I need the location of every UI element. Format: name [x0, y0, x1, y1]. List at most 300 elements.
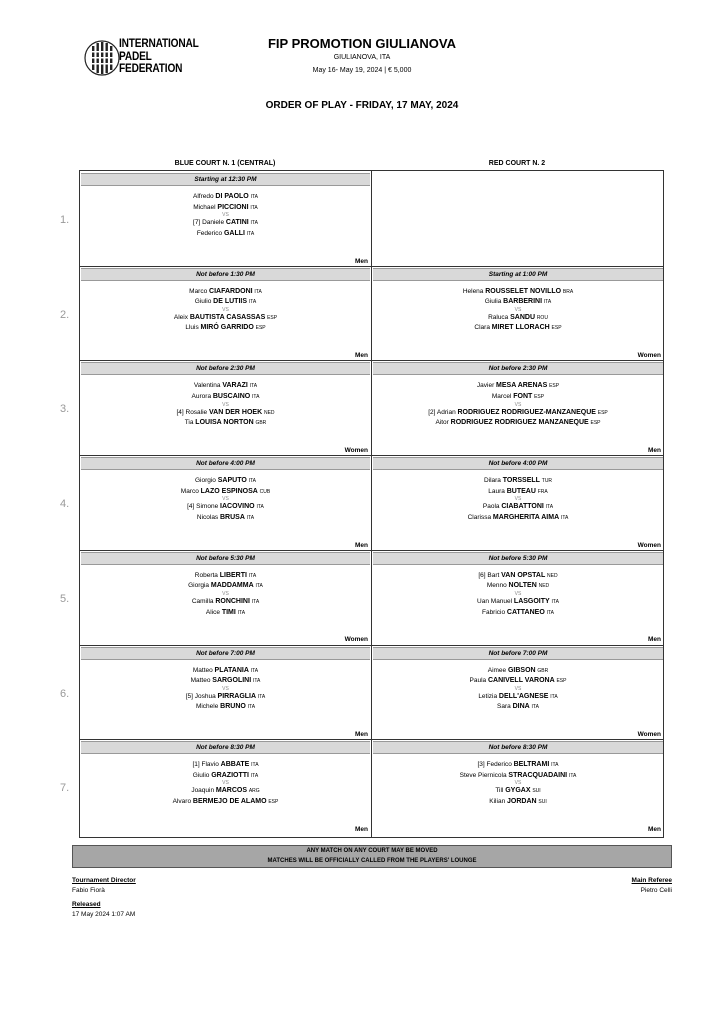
player-line [80, 502, 371, 513]
tournament-title: FIP PROMOTION GIULIANOVA [267, 36, 457, 51]
player-last-name: DELL'AGNESE [498, 692, 549, 700]
player-last-name: VAN OPSTAL [501, 571, 546, 579]
match-category: Men [355, 257, 368, 265]
player-seed: [6] [478, 571, 486, 579]
player-seed: [4] [187, 503, 195, 511]
player-first-name: Rosalie [185, 408, 208, 416]
player-nationality: ITA [248, 478, 257, 485]
match-time: Not before 7:00 PM [373, 647, 663, 660]
player-first-name: Marco [189, 287, 208, 295]
player-last-name: BUSCAINO [212, 392, 251, 400]
match-players [80, 760, 371, 807]
player-last-name: STRACQUADAINI [508, 771, 568, 779]
player-first-name: Federico [486, 761, 512, 769]
match-players [372, 381, 664, 428]
player-nationality: ESP [556, 678, 567, 685]
match-cell-right [372, 645, 664, 740]
player-nationality: ITA [568, 772, 577, 779]
player-last-name: GALLI [223, 229, 245, 237]
player-seed: [2] [428, 408, 436, 416]
match-category: Women [637, 541, 661, 549]
match-category: Men [355, 731, 368, 739]
match-time: Starting at 1:00 PM [373, 268, 663, 281]
player-last-name: PIRRAGLIA [217, 692, 257, 700]
player-nationality: ITA [545, 504, 554, 511]
match-cell-right [372, 171, 664, 266]
player-first-name: Marco [180, 487, 199, 495]
player-nationality: CUB [259, 488, 271, 495]
player-last-name: NOLTEN [508, 582, 537, 590]
player-line [372, 666, 664, 677]
player-first-name: Michael [193, 203, 216, 211]
order-of-play-heading: ORDER OF PLAY - FRIDAY, 17 MAY, 2024 [265, 100, 459, 111]
player-last-name: TIMI [221, 608, 236, 616]
player-line [372, 408, 664, 419]
player-last-name: MIRÓ GARRIDO [200, 324, 254, 332]
player-last-name: GIBSON [507, 666, 536, 674]
player-first-name: Tia [184, 419, 194, 427]
player-last-name: MARCOS [215, 787, 248, 795]
player-last-name: LOUISA NORTON [195, 419, 254, 427]
match-cell-left [80, 739, 371, 834]
vs-label: VS [514, 401, 522, 408]
player-nationality: ITA [551, 598, 559, 605]
player-last-name: PLATANIA [214, 666, 249, 674]
schedule-row [80, 266, 663, 361]
player-first-name: Aleix [173, 313, 188, 321]
player-first-name: Alvaro [172, 797, 192, 805]
match-time: Not before 8:30 PM [81, 741, 370, 754]
notice-banner [72, 845, 672, 868]
player-line [80, 666, 371, 677]
player-line [80, 702, 371, 713]
row-number: 5. [60, 592, 70, 605]
match-category: Men [355, 541, 368, 549]
player-line [80, 229, 371, 240]
player-first-name: Joshua [194, 692, 216, 700]
player-line [372, 313, 664, 324]
player-nationality: ITA [257, 693, 266, 700]
player-first-name: Daniele [202, 219, 225, 227]
player-line [80, 408, 371, 419]
match-time: Not before 7:00 PM [81, 647, 370, 660]
player-first-name: Giorgia [188, 582, 210, 590]
player-line [80, 608, 371, 619]
match-time: Starting at 12:30 PM [81, 173, 370, 186]
player-first-name: Uan Manuel [477, 597, 513, 605]
player-last-name: SANDU [510, 313, 535, 321]
player-nationality: NED [263, 409, 275, 416]
player-line [372, 476, 664, 487]
player-nationality: SUI [538, 798, 547, 805]
player-first-name: Dilara [483, 477, 501, 485]
player-nationality: ESP [255, 325, 266, 332]
player-nationality: ESP [534, 393, 545, 400]
match-time: Not before 5:30 PM [81, 552, 370, 565]
player-seed: [1] [192, 761, 200, 769]
player-nationality: ITA [249, 383, 258, 390]
player-line [80, 797, 371, 808]
player-line [80, 513, 371, 524]
player-first-name: Giulio [194, 298, 212, 306]
player-nationality: ITA [250, 220, 258, 227]
schedule-row [80, 171, 663, 266]
player-first-name: Matteo [190, 677, 211, 685]
row-number: 3. [60, 403, 70, 416]
match-time: Not before 2:30 PM [373, 362, 663, 375]
player-first-name: Till [495, 787, 504, 795]
player-line [80, 192, 371, 203]
player-seed: [3] [477, 761, 485, 769]
schedule-row [80, 360, 663, 455]
player-line [372, 597, 664, 608]
released-value: 17 May 2024 1:07 AM [72, 911, 136, 918]
player-line [80, 381, 371, 392]
tournament-location: GIULIANOVA, ITA [333, 54, 391, 61]
player-line [80, 597, 371, 608]
player-last-name: BELTRAMI [513, 761, 550, 769]
player-first-name: Fabricio [481, 608, 506, 616]
row-number: 7. [60, 782, 70, 795]
player-line [372, 287, 664, 298]
match-cell-right [372, 455, 664, 550]
player-line [372, 608, 664, 619]
player-nationality: ITA [252, 678, 261, 685]
vs-label: VS [222, 685, 229, 692]
player-first-name: Steve Piernicola [459, 771, 507, 779]
player-nationality: ITA [531, 704, 539, 711]
player-line [372, 418, 664, 429]
player-last-name: MESA ARENAS [496, 382, 548, 390]
referee-label: Main Referee [631, 877, 672, 884]
player-first-name: Paola [482, 503, 500, 511]
match-category: Men [648, 825, 661, 833]
player-nationality: ESP [590, 420, 601, 427]
match-cell-right [372, 266, 664, 361]
player-nationality: TUR [541, 478, 553, 485]
match-players [80, 571, 371, 618]
player-last-name: LAZO ESPINOSA [200, 487, 258, 495]
player-seed: [5] [185, 692, 193, 700]
player-first-name: Aitor [435, 419, 449, 427]
row-divider [80, 550, 663, 551]
player-first-name: Bart [487, 571, 500, 579]
player-nationality: ITA [560, 514, 569, 521]
player-last-name: FONT [513, 392, 533, 400]
player-last-name: DINA [512, 703, 530, 711]
match-category: Men [355, 825, 368, 833]
player-last-name: BUTEAU [506, 487, 536, 495]
player-nationality: ITA [254, 288, 262, 295]
player-nationality: ITA [550, 693, 558, 700]
player-first-name: Giulia [484, 298, 502, 306]
player-last-name: MADDAMMA [210, 582, 254, 590]
player-nationality: ITA [250, 204, 258, 211]
row-divider [80, 739, 663, 740]
schedule-row [80, 739, 663, 834]
player-nationality: ESP [597, 409, 608, 416]
player-line [372, 760, 664, 771]
match-time: Not before 4:00 PM [81, 457, 370, 470]
match-category: Men [648, 636, 661, 644]
match-cell-left [80, 360, 371, 455]
player-line [372, 571, 664, 582]
player-nationality: ITA [551, 762, 559, 769]
match-time: Not before 4:00 PM [373, 457, 663, 470]
player-last-name: CATTANEO [506, 608, 545, 616]
court-header-red: RED COURT N. 2 [488, 160, 546, 167]
player-line [80, 692, 371, 703]
row-divider [80, 455, 663, 456]
player-line [80, 476, 371, 487]
player-first-name: Clara [474, 324, 490, 332]
player-nationality: ITA [251, 762, 259, 769]
match-players [80, 192, 371, 239]
player-first-name: Federico [196, 229, 223, 237]
vs-label: VS [514, 685, 522, 692]
player-last-name: LIBERTI [219, 571, 247, 579]
match-cell-left [80, 645, 371, 740]
schedule-grid [79, 170, 664, 838]
player-first-name: Aurora [191, 392, 212, 400]
player-nationality: ITA [546, 609, 555, 616]
released-label: Released [72, 901, 101, 908]
match-category: Men [355, 352, 368, 360]
player-line [80, 571, 371, 582]
player-nationality: SUI [532, 788, 541, 795]
player-last-name: TORSSELL [502, 477, 540, 485]
player-last-name: VARAZI [222, 382, 248, 390]
match-time: Not before 1:30 PM [81, 268, 370, 281]
player-nationality: ITA [543, 299, 552, 306]
player-last-name: BRUNO [220, 703, 246, 711]
player-last-name: LASGOITY [513, 597, 550, 605]
player-first-name: Menno [486, 582, 507, 590]
vs-label: VS [222, 401, 229, 408]
footer-left [72, 876, 136, 920]
player-nationality: ITA [247, 704, 256, 711]
row-number: 1. [60, 214, 70, 226]
match-players [372, 666, 664, 713]
player-last-name: CIABATTONI [501, 503, 544, 511]
match-players [372, 571, 664, 618]
vs-label: VS [222, 780, 229, 787]
player-line [372, 797, 664, 808]
player-first-name: Letizia [478, 692, 498, 700]
player-first-name: Camilla [191, 597, 214, 605]
player-last-name: RODRIGUEZ RODRIGUEZ MANZANEQUE [450, 419, 589, 427]
player-first-name: Joaquin [191, 787, 215, 795]
player-last-name: BAUTISTA CASASSAS [189, 313, 266, 321]
row-number: 6. [60, 687, 70, 700]
player-last-name: ROUSSELET NOVILLO [485, 287, 562, 295]
match-category: Women [344, 447, 368, 455]
player-nationality: ITA [250, 772, 259, 779]
player-nationality: ITA [250, 667, 259, 674]
player-last-name: CIAFARDONI [209, 287, 253, 295]
player-first-name: Lluis [185, 324, 199, 332]
logo-line: PADEL [119, 50, 152, 63]
player-line [80, 218, 371, 229]
player-line [80, 392, 371, 403]
player-last-name: BRUSA [220, 513, 245, 521]
match-cell-left [80, 455, 371, 550]
player-last-name: SAPUTO [217, 477, 247, 485]
player-nationality: ITA [237, 609, 246, 616]
player-first-name: Giorgio [194, 477, 216, 485]
schedule-row [80, 550, 663, 645]
player-last-name: SARGOLINI [212, 677, 252, 685]
player-nationality: ITA [248, 299, 257, 306]
player-line [372, 702, 664, 713]
player-line [80, 313, 371, 324]
player-last-name: RODRIGUEZ RODRIGUEZ-MANZANEQUE [457, 408, 596, 416]
match-players [80, 476, 371, 523]
player-nationality: GBR [255, 420, 267, 427]
player-nationality: ITA [246, 514, 255, 521]
match-players [80, 666, 371, 713]
row-divider [80, 360, 663, 361]
player-last-name: RONCHINI [215, 597, 250, 605]
player-first-name: Nicolas [196, 513, 219, 521]
player-last-name: BERMEJO DE ALAMO [192, 797, 267, 805]
player-line [372, 786, 664, 797]
player-nationality: ESP [268, 798, 279, 805]
player-nationality: ESP [267, 314, 278, 321]
row-number: 2. [60, 308, 70, 321]
player-first-name: Raluca [488, 313, 509, 321]
player-first-name: Giulio [192, 771, 210, 779]
player-last-name: DI PAOLO [215, 193, 249, 200]
player-seed: [4] [176, 408, 184, 416]
player-last-name: BARBERINI [503, 298, 543, 306]
player-first-name: Simone [196, 503, 219, 511]
player-nationality: FRA [537, 488, 548, 495]
player-nationality: ITA [255, 583, 263, 590]
row-divider [80, 645, 663, 646]
director-name: Fabio Fiorà [72, 887, 105, 894]
match-category: Men [648, 447, 661, 455]
player-first-name: Roberta [194, 571, 218, 579]
court-header-blue: BLUE COURT N. 1 (CENTRAL) [174, 160, 276, 167]
logo-line: INTERNATIONAL [119, 38, 199, 50]
player-nationality: ITA [256, 504, 264, 511]
player-line [372, 513, 664, 524]
match-cell-right [372, 360, 664, 455]
player-line [372, 392, 664, 403]
match-cell-right [372, 739, 664, 834]
player-nationality: ESP [551, 325, 562, 332]
match-players [372, 476, 664, 523]
match-category: Women [637, 352, 661, 360]
player-first-name: Marcel [491, 392, 512, 400]
player-last-name: ABBATE [220, 761, 250, 769]
row-divider [80, 266, 663, 267]
player-last-name: IACOVINO [220, 503, 255, 511]
player-last-name: CANIVELL VARONA [487, 677, 555, 685]
player-nationality: ITA [252, 393, 260, 400]
match-time: Not before 2:30 PM [81, 362, 370, 375]
row-number: 4. [60, 498, 70, 511]
player-line [372, 323, 664, 334]
player-last-name: JORDAN [507, 797, 537, 805]
player-line [80, 418, 371, 429]
player-line [80, 287, 371, 298]
footer-right [632, 876, 672, 896]
notice-line: MATCHES WILL BE OFFICIALLY CALLED FROM THE PLAYERS' LOUNGE [267, 857, 477, 864]
match-players [80, 381, 371, 428]
player-first-name: Aimee [487, 666, 507, 674]
vs-label: VS [514, 590, 522, 597]
match-cell-left [80, 266, 371, 361]
match-players [80, 287, 371, 334]
player-nationality: GBR [537, 667, 549, 674]
player-last-name: GYGAX [505, 787, 531, 795]
player-first-name: Helena [462, 287, 484, 295]
player-last-name: VAN DER HOEK [209, 408, 263, 416]
player-first-name: Sara [497, 703, 511, 711]
player-nationality: ITA [248, 572, 257, 579]
player-first-name: Laura [488, 487, 505, 495]
player-first-name: Alice [205, 608, 221, 616]
match-time: Not before 5:30 PM [373, 552, 663, 565]
player-nationality: ITA [246, 230, 255, 237]
match-category: Women [344, 636, 368, 644]
match-time: Not before 8:30 PM [373, 741, 663, 754]
vs-label: VS [222, 306, 229, 313]
player-nationality: ITA [251, 598, 260, 605]
match-cell-right [372, 550, 664, 645]
match-category: Women [637, 731, 661, 739]
player-nationality: ESP [549, 383, 560, 390]
player-first-name: Kilian [489, 797, 506, 805]
player-nationality: NED [538, 583, 550, 590]
player-first-name: Javier [476, 382, 495, 390]
player-last-name: MARGHERITA AIMA [492, 513, 560, 521]
vs-label: VS [222, 590, 229, 597]
player-line [80, 760, 371, 771]
player-first-name: Michele [195, 703, 219, 711]
player-last-name: PICCIONI [217, 203, 249, 211]
player-first-name: Adrian [436, 408, 456, 416]
player-first-name: Matteo [192, 666, 213, 674]
match-players [372, 760, 664, 807]
player-last-name: GRAZIOTTI [211, 771, 249, 779]
player-seed: [7] [193, 219, 201, 227]
player-last-name: DE LUTIIS [213, 298, 248, 306]
schedule-row [80, 455, 663, 550]
match-players [372, 287, 664, 334]
player-first-name: Flavio [201, 761, 219, 769]
player-last-name: MIRET LLORACH [491, 324, 550, 332]
match-cell-left [80, 171, 371, 266]
player-first-name: Clarissa [467, 513, 492, 521]
player-nationality: NED [547, 572, 558, 579]
player-nationality: ARG [248, 788, 260, 795]
vs-label: VS [514, 306, 522, 313]
vs-label: VS [222, 496, 229, 503]
match-cell-left [80, 550, 371, 645]
player-line [372, 381, 664, 392]
notice-line: ANY MATCH ON ANY COURT MAY BE MOVED [306, 848, 438, 854]
player-first-name: Paula [469, 677, 487, 685]
tournament-dates: May 16- May 19, 2024 | € 5,000 [312, 67, 412, 74]
director-label: Tournament Director [72, 877, 136, 884]
player-last-name: CATINI [225, 219, 249, 227]
referee-name: Pietro Celli [640, 887, 672, 894]
player-line [80, 323, 371, 334]
vs-label: VS [514, 780, 522, 787]
